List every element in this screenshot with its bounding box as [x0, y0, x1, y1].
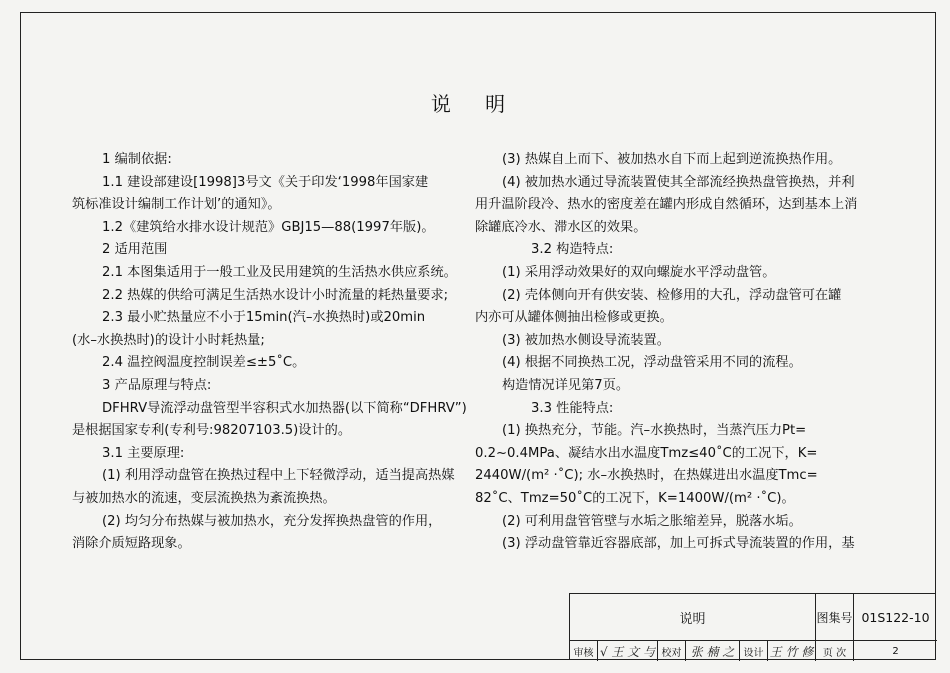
text-line: 1.2《建筑给水排水设计规范》GBJ15—88(1997年版)。: [102, 219, 435, 235]
text-line: 2440W/(m² ·˚C); 水–水换热时，在热媒进出水温度Tmc=: [475, 468, 818, 484]
text-line: (3) 被加热水侧设导流装置。: [502, 332, 670, 348]
check-signature: 张 楠 之: [686, 641, 740, 661]
review-signature: √ 王 文 与: [598, 641, 658, 661]
right-column: [475, 149, 895, 556]
text-line: 2.1 本图集适用于一般工业及民用建筑的生活热水供应系统。: [102, 264, 457, 280]
text-line: (1) 采用浮动效果好的双向螺旋水平浮动盘管。: [502, 264, 776, 280]
text-line: 筑标准设计编制工作计划’的通知》。: [72, 197, 281, 213]
text-line: (4) 被加热水通过导流装置使其全部流经换热盘管换热，并利: [502, 174, 855, 190]
page-label: 页 次: [816, 641, 854, 661]
text-line: (2) 壳体侧向开有供安装、检修用的大孔，浮动盘管可在罐: [502, 287, 842, 303]
text-line: 2.3 最小贮热量应不小于15min(汽–水换热时)或20min: [102, 310, 426, 326]
text-line: 用升温阶段冷、热水的密度差在罐内形成自然循环，达到基本上消: [475, 197, 858, 213]
page-title: 说 明: [430, 92, 520, 116]
text-line: 2.2 热媒的供给可满足生活热水设计小时流量的耗热量要求;: [102, 287, 449, 303]
text-line: 2 适用范围: [102, 242, 168, 258]
title-block: [569, 593, 936, 660]
atlas-label: 图集号: [816, 594, 854, 641]
text-line: 消除介质短路现象。: [72, 536, 191, 552]
left-column: [72, 149, 467, 556]
text-line: (1) 换热充分，节能。汽–水换热时，当蒸汽压力Pt=: [502, 423, 807, 439]
text-line: 除罐底冷水、滞水区的效果。: [475, 219, 647, 235]
text-line: 3.1 主要原理:: [102, 445, 185, 461]
text-line: 0.2~0.4MPa、凝结水出水温度Tmz≤40˚C的工况下，K=: [475, 445, 818, 461]
text-line: DFHRV导流浮动盘管型半容积式水加热器(以下简称“DFHRV”): [102, 400, 467, 416]
design-signature: 王 竹 修: [768, 641, 816, 661]
text-line: (1) 利用浮动盘管在换热过程中上下轻微浮动，适当提高热媒: [102, 468, 455, 484]
text-line: 是根据国家专利(专利号:98207103.5)设计的。: [72, 423, 352, 439]
text-line: 1.1 建设部建设[1998]3号文《关于印发‘1998年国家建: [102, 174, 429, 190]
text-line: (水–水换热时)的设计小时耗热量;: [72, 332, 265, 348]
text-line: (3) 热媒自上而下、被加热水自下而上起到逆流换热作用。: [502, 152, 842, 167]
atlas-number: 01S122-10: [854, 594, 937, 641]
review-label: 审核: [570, 641, 598, 661]
page-number: 2: [892, 645, 899, 657]
drawing-title: 说明: [570, 594, 816, 641]
text-line: 与被加热水的流速，变层流换热为紊流换热。: [72, 490, 336, 506]
text-line: (2) 均匀分布热媒与被加热水，充分发挥换热盘管的作用，: [102, 513, 442, 529]
text-line: (3) 浮动盘管靠近容器底部，加上可拆式导流装置的作用，基: [502, 536, 855, 552]
text-line: 2.4 温控阀温度控制误差≤±5˚C。: [102, 355, 306, 371]
text-line: (2) 可利用盘管管壁与水垢之胀缩差异，脱落水垢。: [502, 513, 802, 529]
text-line: 3 产品原理与特点:: [102, 377, 212, 393]
text-line: 82˚C、Tmz=50˚C的工况下，K=1400W/(m² ·˚C)。: [475, 490, 795, 506]
text-line: 3.3 性能特点:: [531, 400, 614, 416]
text-line: (4) 根据不同换热工况，浮动盘管采用不同的流程。: [502, 355, 802, 371]
check-label: 校对: [658, 641, 686, 661]
text-line: 1 编制依据:: [102, 152, 172, 167]
text-line: 内亦可从罐体侧抽出检修或更换。: [475, 310, 673, 326]
text-line: 3.2 构造特点:: [531, 242, 614, 258]
design-label: 设计: [740, 641, 768, 661]
text-line: 构造情况详见第7页。: [502, 377, 630, 393]
